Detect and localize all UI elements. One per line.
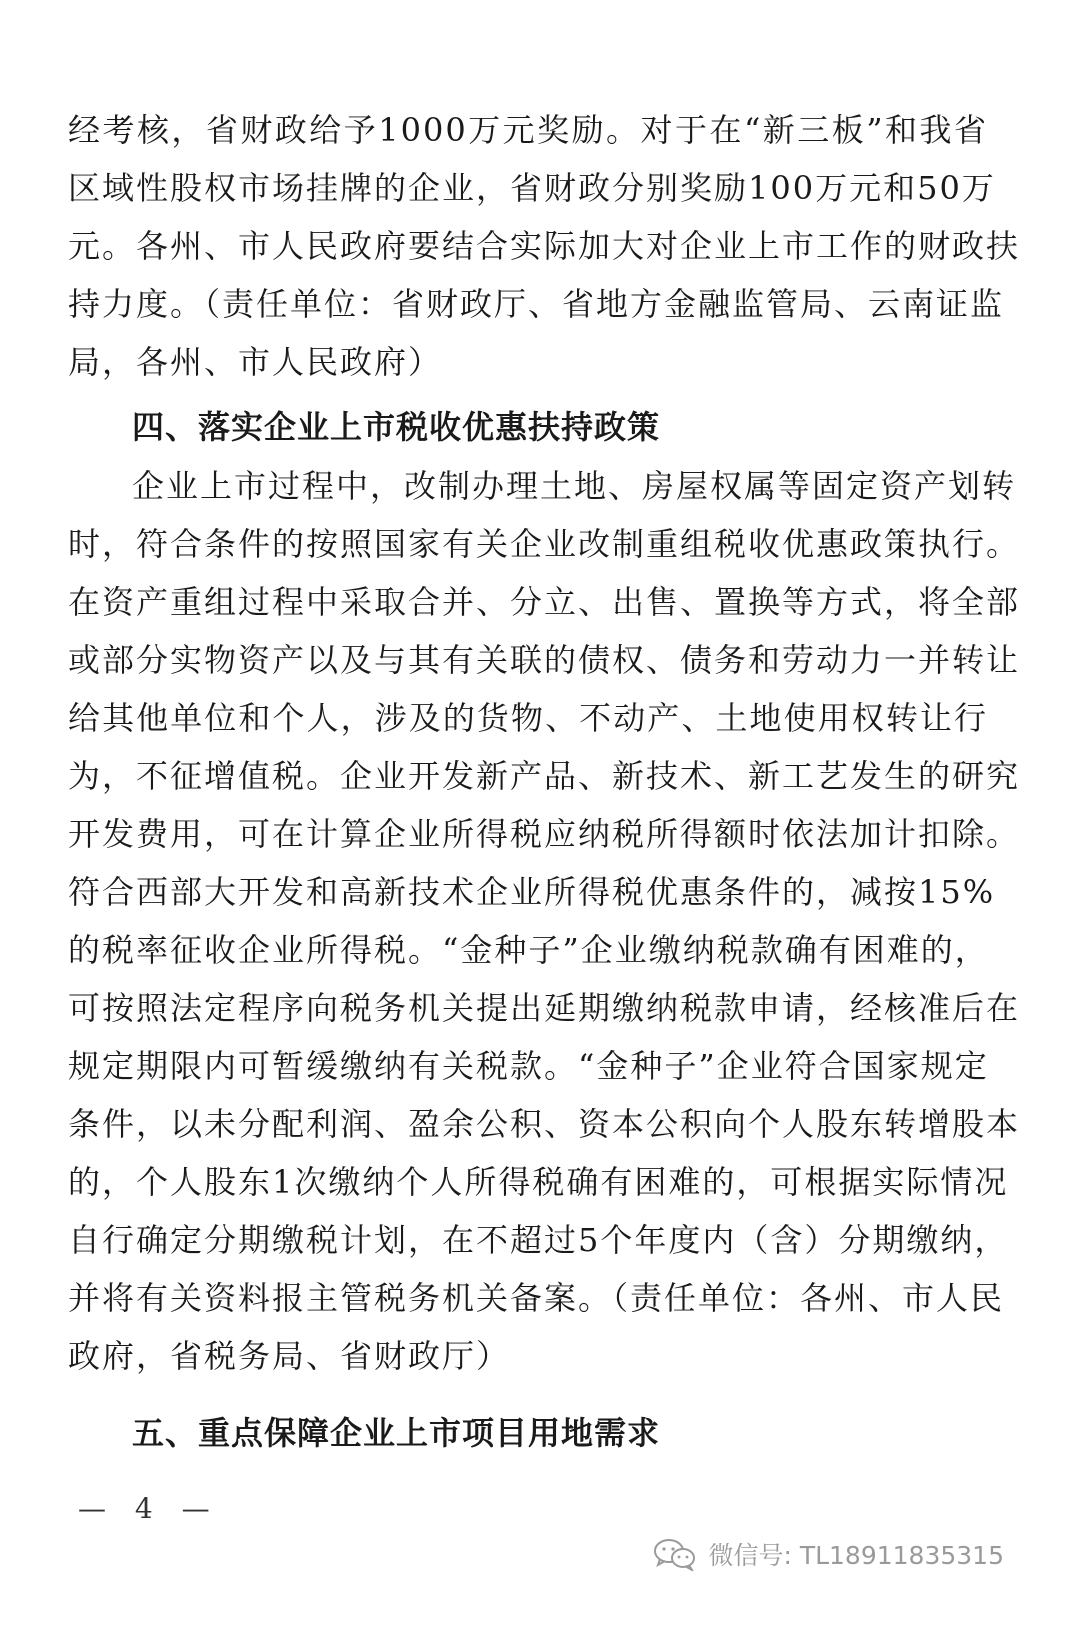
watermark-text: 微信号: TL18911835315 bbox=[708, 1541, 1004, 1570]
text-line: 政府，省税务局、省财政厅） bbox=[68, 1337, 511, 1375]
watermark bbox=[652, 1536, 1004, 1572]
text-line: 区域性股权市场挂牌的企业，省财政分别奖励100万元和50万 bbox=[68, 169, 996, 207]
text-line: 并将有关资料报主管税务机关备案。（责任单位：各州、市人民 bbox=[68, 1279, 1005, 1317]
text-line: 元。各州、市人民政府要结合实际加大对企业上市工作的财政扶 bbox=[68, 227, 1021, 265]
text-line: 持力度。（责任单位：省财政厅、省地方金融监管局、云南证监 bbox=[68, 285, 1005, 323]
text-line: 企业上市过程中，改制办理土地、房屋权属等固定资产划转 bbox=[132, 467, 1017, 505]
text-line: 自行确定分期缴税计划，在不超过5个年度内（含）分期缴纳， bbox=[68, 1221, 1009, 1259]
paragraph-continuation bbox=[68, 101, 1021, 391]
text-line: 符合西部大开发和高新技术企业所得税优惠条件的，减按15% bbox=[68, 873, 996, 911]
paragraph-tax-policy bbox=[68, 457, 1021, 1385]
text-line: 开发费用，可在计算企业所得税应纳税所得额时依法加计扣除。 bbox=[68, 815, 1021, 853]
text-line: 给其他单位和个人，涉及的货物、不动产、土地使用权转让行 bbox=[68, 699, 988, 737]
section-heading-5: 五、重点保障企业上市项目用地需求 bbox=[132, 1414, 661, 1452]
text-line: 经考核，省财政给予1000万元奖励。对于在“新三板”和我省 bbox=[68, 111, 988, 149]
text-line: 或部分实物资产以及与其有关联的债权、债务和劳动力一并转让 bbox=[68, 641, 1021, 679]
text-line: 的税率征收企业所得税。“金种子”企业缴纳税款确有困难的， bbox=[68, 931, 989, 969]
text-line: 在资产重组过程中采取合并、分立、出售、置换等方式，将全部 bbox=[68, 583, 1021, 621]
text-line: 条件，以未分配利润、盈余公积、资本公积向个人股东转增股本 bbox=[68, 1105, 1021, 1143]
wechat-icon bbox=[652, 1537, 698, 1571]
text-line: 为，不征增值税。企业开发新产品、新技术、新工艺发生的研究 bbox=[68, 757, 1021, 795]
page-number: — 4 — bbox=[78, 1492, 220, 1525]
text-line: 的，个人股东1次缴纳个人所得税确有困难的，可根据实际情况 bbox=[68, 1163, 1009, 1201]
text-line: 局，各州、市人民政府） bbox=[68, 343, 443, 381]
text-line: 时，符合条件的按照国家有关企业改制重组税收优惠政策执行。 bbox=[68, 525, 1021, 563]
text-line: 规定期限内可暂缓缴纳有关税款。“金种子”企业符合国家规定 bbox=[68, 1047, 989, 1085]
section-heading-4: 四、落实企业上市税收优惠扶持政策 bbox=[132, 408, 661, 446]
text-line: 可按照法定程序向税务机关提出延期缴纳税款申请，经核准后在 bbox=[68, 989, 1021, 1027]
